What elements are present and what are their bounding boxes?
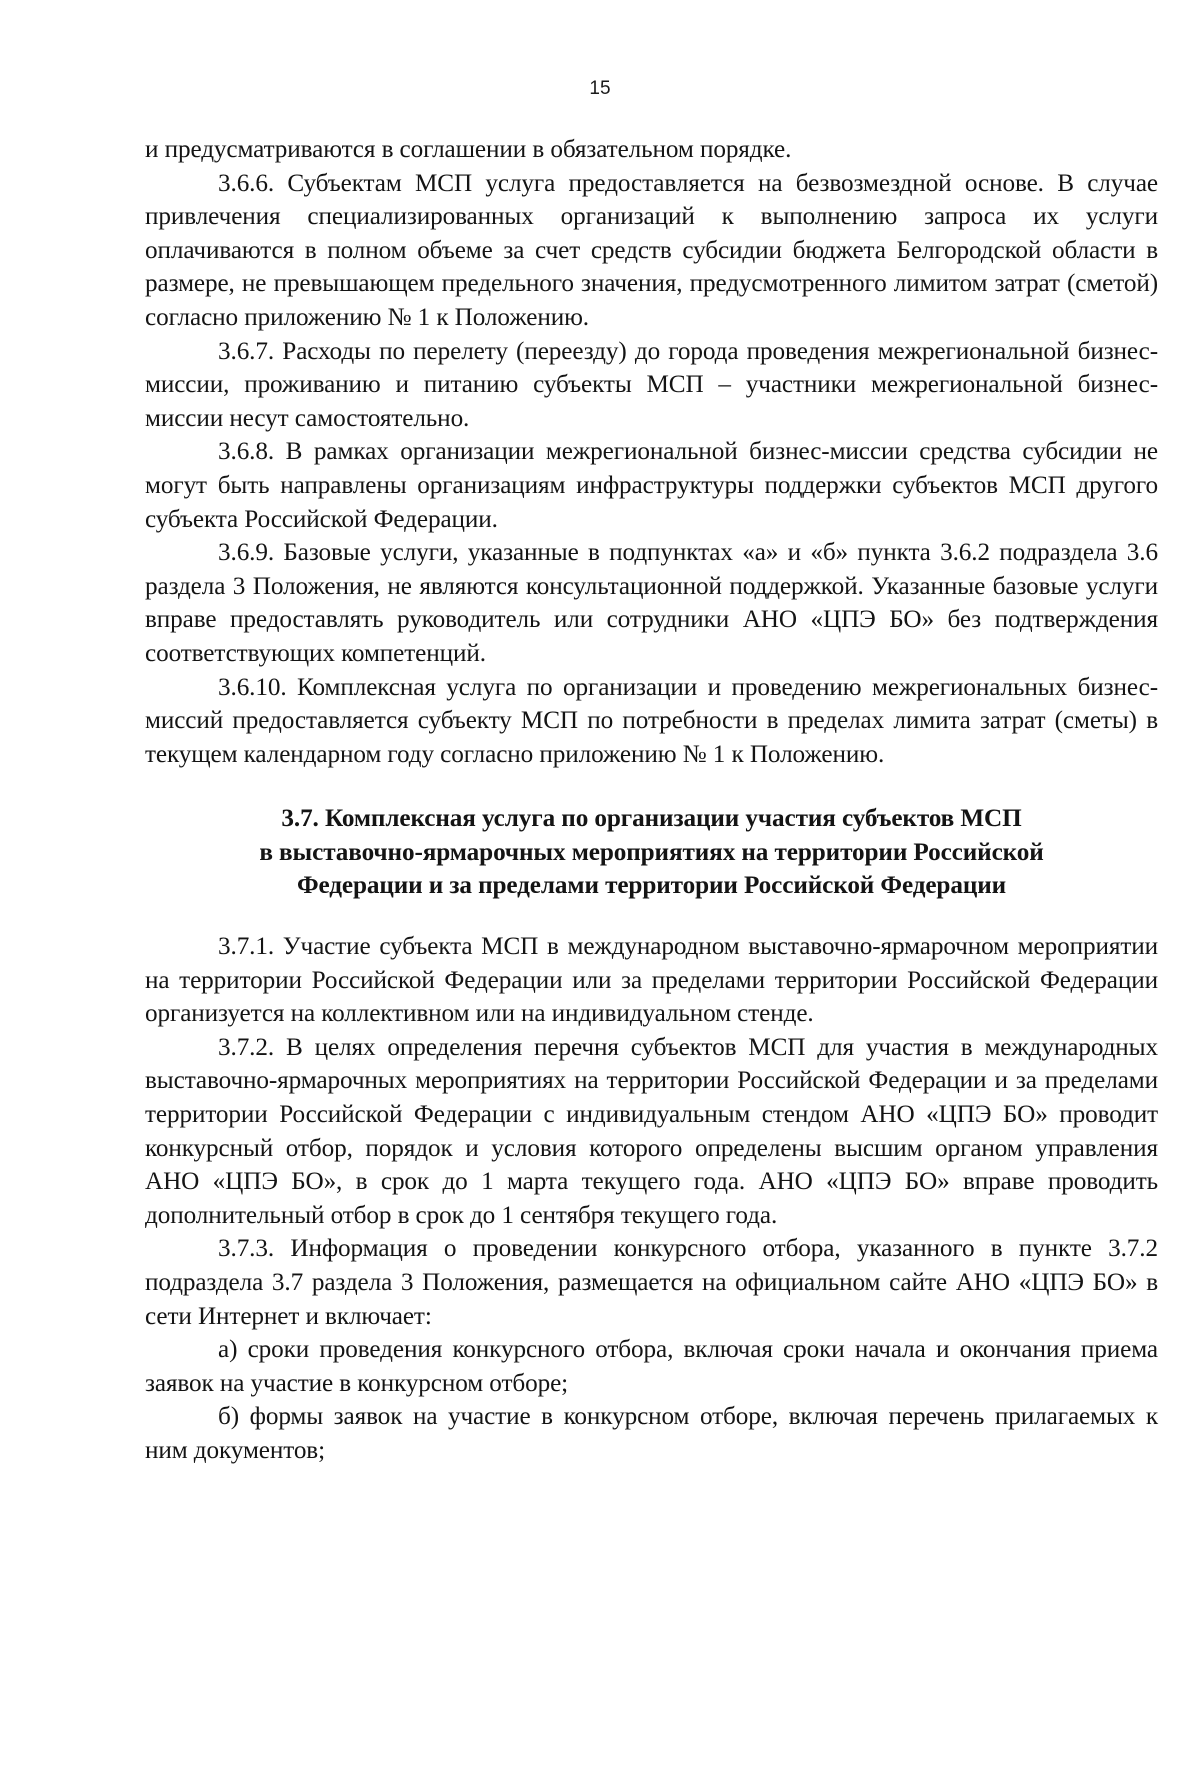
section-heading-line: в выставочно-ярмарочных мероприятиях на территории Российской	[259, 838, 1044, 866]
paragraph-3-6-7: 3.6.7. Расходы по перелету (переезду) до города проведения межрегиональной бизнес-миссии, проживанию и питанию субъекты МСП – участники межрегиональной бизнес-миссии несут самостоятельно.	[145, 337, 1158, 432]
paragraph-3-6-6: 3.6.6. Субъектам МСП услуга предоставляется на безвозмездной основе. В случае привлечения специализированных организаций к выполнению запроса их услуги оплачиваются в полном объеме за счет средств субсидии бюджета Белгородской области в размере, не превышающем предельного значения, предусмотренного лимитом затрат (сметой) согласно приложению № 1 к Положению.	[145, 169, 1158, 331]
section-heading-line: Федерации и за пределами территории Российской Федерации	[296, 872, 1007, 900]
paragraph-continuation: и предусматриваются в соглашении в обязательном порядке.	[145, 136, 792, 163]
paragraph-3-6-8: 3.6.8. В рамках организации межрегиональной бизнес-миссии средства субсидии не могут быть направлены организациям инфраструктуры поддержки субъектов МСП другого субъекта Российской Федерации.	[145, 438, 1158, 533]
section-heading-line: 3.7. Комплексная услуга по организации участия субъектов МСП	[281, 805, 1022, 833]
page-number: 15	[589, 78, 611, 99]
paragraph-3-6-10: 3.6.10. Комплексная услуга по организации и проведению межрегиональных бизнес-миссий предоставляется субъекту МСП по потребности в пределах лимита затрат (сметы) в текущем календарном году согласно приложению № 1 к Положению.	[145, 673, 1158, 768]
paragraph-3-7-2: 3.7.2. В целях определения перечня субъектов МСП для участия в международных выставочно-ярмарочных мероприятиях на территории Российской Федерации и за пределами территории Российской Федерации с индивидуальным стендом АНО «ЦПЭ БО» проводит конкурсный отбор, порядок и условия которого определены высшим органом управления АНО «ЦПЭ БО», в срок до 1 марта текущего года. АНО «ЦПЭ БО» вправе проводить дополнительный отбор в срок до 1 сентября текущего года.	[145, 1033, 1158, 1229]
paragraph-3-6-9: 3.6.9. Базовые услуги, указанные в подпунктах «а» и «б» пункта 3.6.2 подраздела 3.6 раздела 3 Положения, не являются консультационной поддержкой. Указанные базовые услуги вправе предоставлять руководитель или сотрудники АНО «ЦПЭ БО» без подтверждения соответствующих компетенций.	[145, 539, 1158, 667]
list-item-a: а) сроки проведения конкурсного отбора, включая сроки начала и окончания приема заявок на участие в конкурсном отборе;	[145, 1336, 1158, 1397]
paragraph-3-7-3: 3.7.3. Информация о проведении конкурсного отбора, указанного в пункте 3.7.2 подраздела 3.7 раздела 3 Положения, размещается на официальном сайте АНО «ЦПЭ БО» в сети Интернет и включает:	[145, 1235, 1158, 1330]
document-body	[145, 133, 1158, 1468]
list-item-b: б) формы заявок на участие в конкурсном отборе, включая перечень прилагаемых к ним документов;	[145, 1403, 1158, 1464]
paragraph-3-7-1: 3.7.1. Участие субъекта МСП в международном выставочно-ярмарочном мероприятии на территории Российской Федерации или за пределами территории Российской Федерации организуется на коллективном или на индивидуальном стенде.	[145, 933, 1158, 1028]
section-heading-3-7	[145, 802, 1158, 903]
